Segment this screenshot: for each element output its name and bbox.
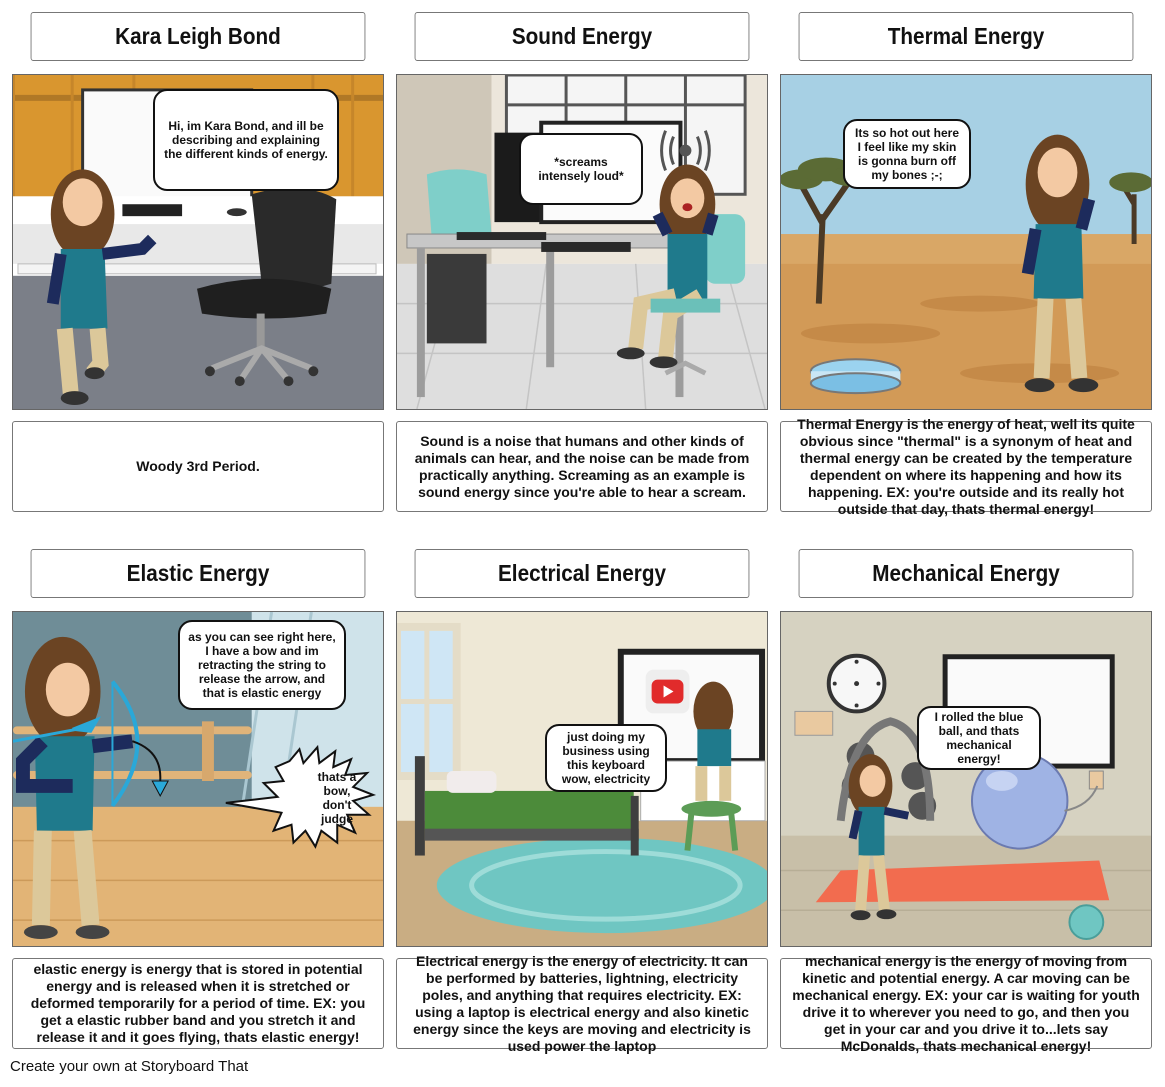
panel-1-description: Woody 3rd Period.	[12, 421, 384, 512]
panel-6-title: Mechanical Energy	[799, 549, 1134, 598]
speech-bubble: Hi, im Kara Bond, and ill be describing and explaining the different kinds of energy.	[153, 89, 339, 191]
speech-bubble: *screams intensely loud*	[519, 133, 643, 205]
speech-bubble: as you can see right here, I have a bow and im retracting the string to release the arrow, and that is elastic energy	[178, 620, 346, 710]
storyboard-that-credit[interactable]: Create your own at Storyboard That	[10, 1058, 249, 1075]
panel-3-scene	[780, 74, 1152, 410]
panel-1-scene	[12, 74, 384, 410]
panel-2-scene	[396, 74, 768, 410]
panel-6-scene	[780, 611, 1152, 947]
panel-5-scene	[396, 611, 768, 947]
speech-bubble: just doing my business using this keyboard wow, electricity	[545, 724, 667, 792]
speech-bubble: I rolled the blue ball, and thats mechanical energy!	[917, 706, 1041, 770]
panel-6-description: mechanical energy is the energy of moving from kinetic and potential energy. A car moving can be mechanical energy. EX: your car is waiting for youth drive it to wherever you need to go, and then you get in your car and you drive it to...lets say McDonalds, thats mechanical energy!	[780, 958, 1152, 1049]
panel-2-description: Sound is a noise that humans and other kinds of animals can hear, and the noise can be made from practically anything. Screaming as an example is sound energy since you're able to hear a scream.	[396, 421, 768, 512]
panel-3-description: Thermal Energy is the energy of heat, well its quite obvious since "thermal" is a synonym of heat and thermal energy can be created by the temperature dependent on where its happening and how its happening. EX: you're outside and its really hot outside that day, thats thermal energy!	[780, 421, 1152, 512]
panel-5-title: Electrical Energy	[415, 549, 750, 598]
panel-5-description: Electrical energy is the energy of electricity. It can be performed by batteries, lightning, electricity poles, and anything that requires electricity. EX: using a laptop is electrical energy and also kinetic energy since the keys are moving and electricity is used power the laptop	[396, 958, 768, 1049]
panel-2-title: Sound Energy	[415, 12, 750, 61]
panel-4-description: elastic energy is energy that is stored in potential energy and is released when it is stretched or deformed temporarily for a period of time. EX: you get a elastic rubber band and you stretch it and release it and it goes flying, thats elastic energy!	[12, 958, 384, 1049]
panel-4-title: Elastic Energy	[31, 549, 366, 598]
panel-3-title: Thermal Energy	[799, 12, 1134, 61]
panel-4-scene: as you can see right here, I have a bow and im retracting the string to release the arrow, and that is elastic energy thats a bow, don't judge	[12, 611, 384, 947]
speech-bubble: Its so hot out here I feel like my skin is gonna burn off my bones ;-;	[843, 119, 971, 189]
panel-1-title: Kara Leigh Bond	[31, 12, 366, 61]
